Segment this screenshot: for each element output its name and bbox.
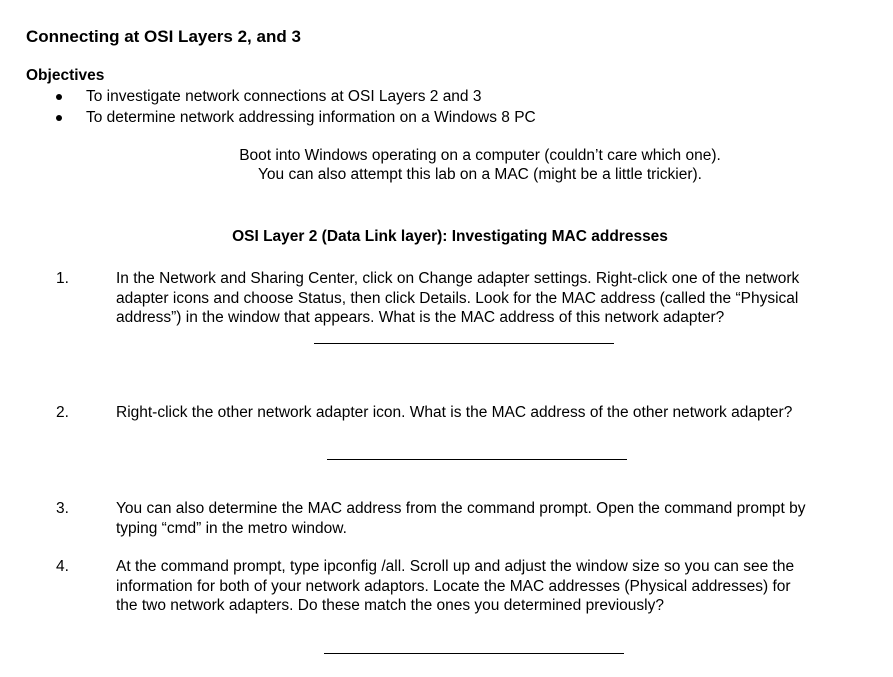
step-line: adapter icons and choose Status, then click Details. Look for the MAC address (called the “Physical <box>116 289 799 307</box>
objectives-heading: Objectives <box>26 67 105 84</box>
document-title: Connecting at OSI Layers 2, and 3 <box>26 27 301 46</box>
objective-text: To determine network addressing information on a Windows 8 PC <box>86 109 536 126</box>
step-line: address”) in the window that appears. What is the MAC address of this network adapter? <box>116 309 725 326</box>
step-line: You can also determine the MAC address from the command prompt. Open the command prompt by <box>116 500 806 517</box>
section-heading: OSI Layer 2 (Data Link layer): Investigating MAC addresses <box>232 228 668 245</box>
step-line: information for both of your network adaptors. Locate the MAC addresses (Physical addresses) for <box>116 577 791 595</box>
intro-line-1: Boot into Windows operating on a computer (couldn’t care which one). <box>239 147 721 164</box>
step-line: In the Network and Sharing Center, click on Change adapter settings. Right-click one of the network <box>116 270 800 287</box>
answer-blank[interactable] <box>314 343 614 344</box>
step-line: the two network adapters. Do these match the ones you determined previously? <box>116 597 664 614</box>
step-text <box>116 499 876 538</box>
step-line: Right-click the other network adapter icon. What is the MAC address of the other network adapter? <box>116 404 793 421</box>
step-text <box>116 403 876 423</box>
step-number: 3. <box>56 500 69 517</box>
answer-blank[interactable] <box>327 459 627 460</box>
step-number: 2. <box>56 404 69 421</box>
bullet-icon <box>56 94 62 100</box>
step-number: 4. <box>56 558 69 575</box>
step-text <box>116 557 876 616</box>
step-text <box>116 269 876 328</box>
step-number: 1. <box>56 270 69 287</box>
answer-blank[interactable] <box>324 653 624 654</box>
bullet-icon <box>56 115 62 121</box>
step-line: typing “cmd” in the metro window. <box>116 519 347 537</box>
step-line: At the command prompt, type ipconfig /all. Scroll up and adjust the window size so you can see the <box>116 558 795 575</box>
intro-line-2: You can also attempt this lab on a MAC (might be a little trickier). <box>258 166 702 183</box>
objective-text: To investigate network connections at OSI Layers 2 and 3 <box>86 88 482 105</box>
